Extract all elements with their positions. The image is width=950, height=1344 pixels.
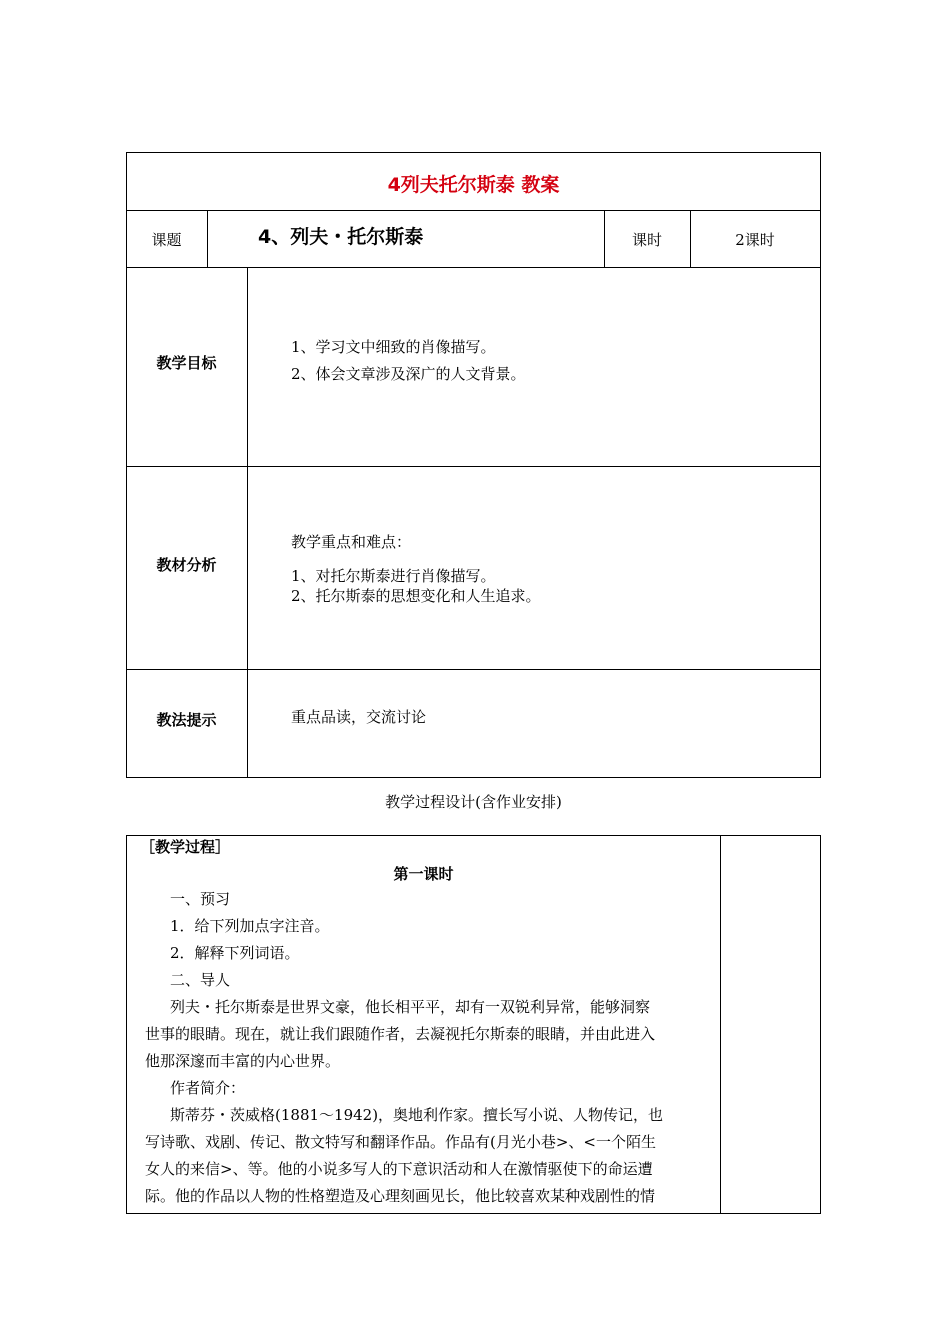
process-caption: 教学过程设计(含作业安排) xyxy=(385,793,562,811)
author-heading: 作者简介： xyxy=(170,1079,246,1097)
table-border-top xyxy=(126,152,821,153)
analysis-item: 1、对托尔斯泰进行肖像描写。 xyxy=(291,567,496,585)
table-divider xyxy=(126,267,821,268)
document-title: 4列夫托尔斯泰 教案 xyxy=(387,174,560,196)
table-border-bottom xyxy=(126,1213,821,1214)
preview-heading: 一、预习 xyxy=(170,890,231,908)
intro-line: 列夫・托尔斯泰是世界文豪，他长相平平，却有一双锐利异常，能够洞察 xyxy=(170,998,651,1016)
table-border-left xyxy=(126,835,127,1214)
lesson-title: 第一课时 xyxy=(393,865,454,883)
goal-item: 1、学习文中细致的肖像描写。 xyxy=(291,338,496,356)
goals-label: 教学目标 xyxy=(156,354,217,372)
table-divider xyxy=(126,669,821,670)
table-divider xyxy=(247,267,248,777)
table-divider xyxy=(720,835,721,1214)
table-border-right xyxy=(820,835,821,1214)
table-border-bottom xyxy=(126,777,821,778)
method-label: 教法提示 xyxy=(156,711,217,729)
process-content xyxy=(145,886,711,1210)
table-border-right xyxy=(820,152,821,778)
table-divider xyxy=(126,210,821,211)
author-line: 女人的来信>、等。他的小说多写人的下意识活动和人在激情驱使下的命运遭 xyxy=(145,1160,653,1178)
analysis-list xyxy=(291,566,541,606)
table-border-top xyxy=(126,835,821,836)
analysis-label: 教材分析 xyxy=(156,556,217,574)
intro-line: 世事的眼睛。现在，就让我们跟随作者，去凝视托尔斯泰的眼睛，并由此进入 xyxy=(145,1025,656,1043)
author-line: 斯蒂芬・茨威格(1881～1942)，奥地利作家。擅长写小说、人物传记，也 xyxy=(170,1106,664,1124)
topic-label: 课题 xyxy=(151,231,182,249)
preview-item: 1．给下列加点字注音。 xyxy=(170,917,330,935)
analysis-item: 2、托尔斯泰的思想变化和人生追求。 xyxy=(291,587,541,605)
intro-line: 他那深邃而丰富的内心世界。 xyxy=(145,1052,341,1070)
table-divider xyxy=(126,466,821,467)
author-line: 写诗歌、戏剧、传记、散文特写和翻译作品。作品有(月光小巷>、<一个陌生 xyxy=(145,1133,656,1151)
method-value: 重点品读，交流讨论 xyxy=(291,708,427,726)
topic-value: 4、列夫・托尔斯泰 xyxy=(258,226,424,248)
section-label: ［教学过程］ xyxy=(140,838,231,856)
hours-value: 2课时 xyxy=(735,231,775,249)
analysis-heading: 教学重点和难点： xyxy=(291,533,412,551)
goals-list xyxy=(291,334,526,388)
hours-label: 课时 xyxy=(631,231,662,249)
author-line: 际。他的作品以人物的性格塑造及心理刻画见长，他比较喜欢某种戏剧性的情 xyxy=(145,1187,656,1205)
table-divider xyxy=(207,210,208,267)
intro-heading: 二、导人 xyxy=(170,971,231,989)
goal-item: 2、体会文章涉及深广的人文背景。 xyxy=(291,365,526,383)
preview-item: 2．解释下列词语。 xyxy=(170,944,300,962)
